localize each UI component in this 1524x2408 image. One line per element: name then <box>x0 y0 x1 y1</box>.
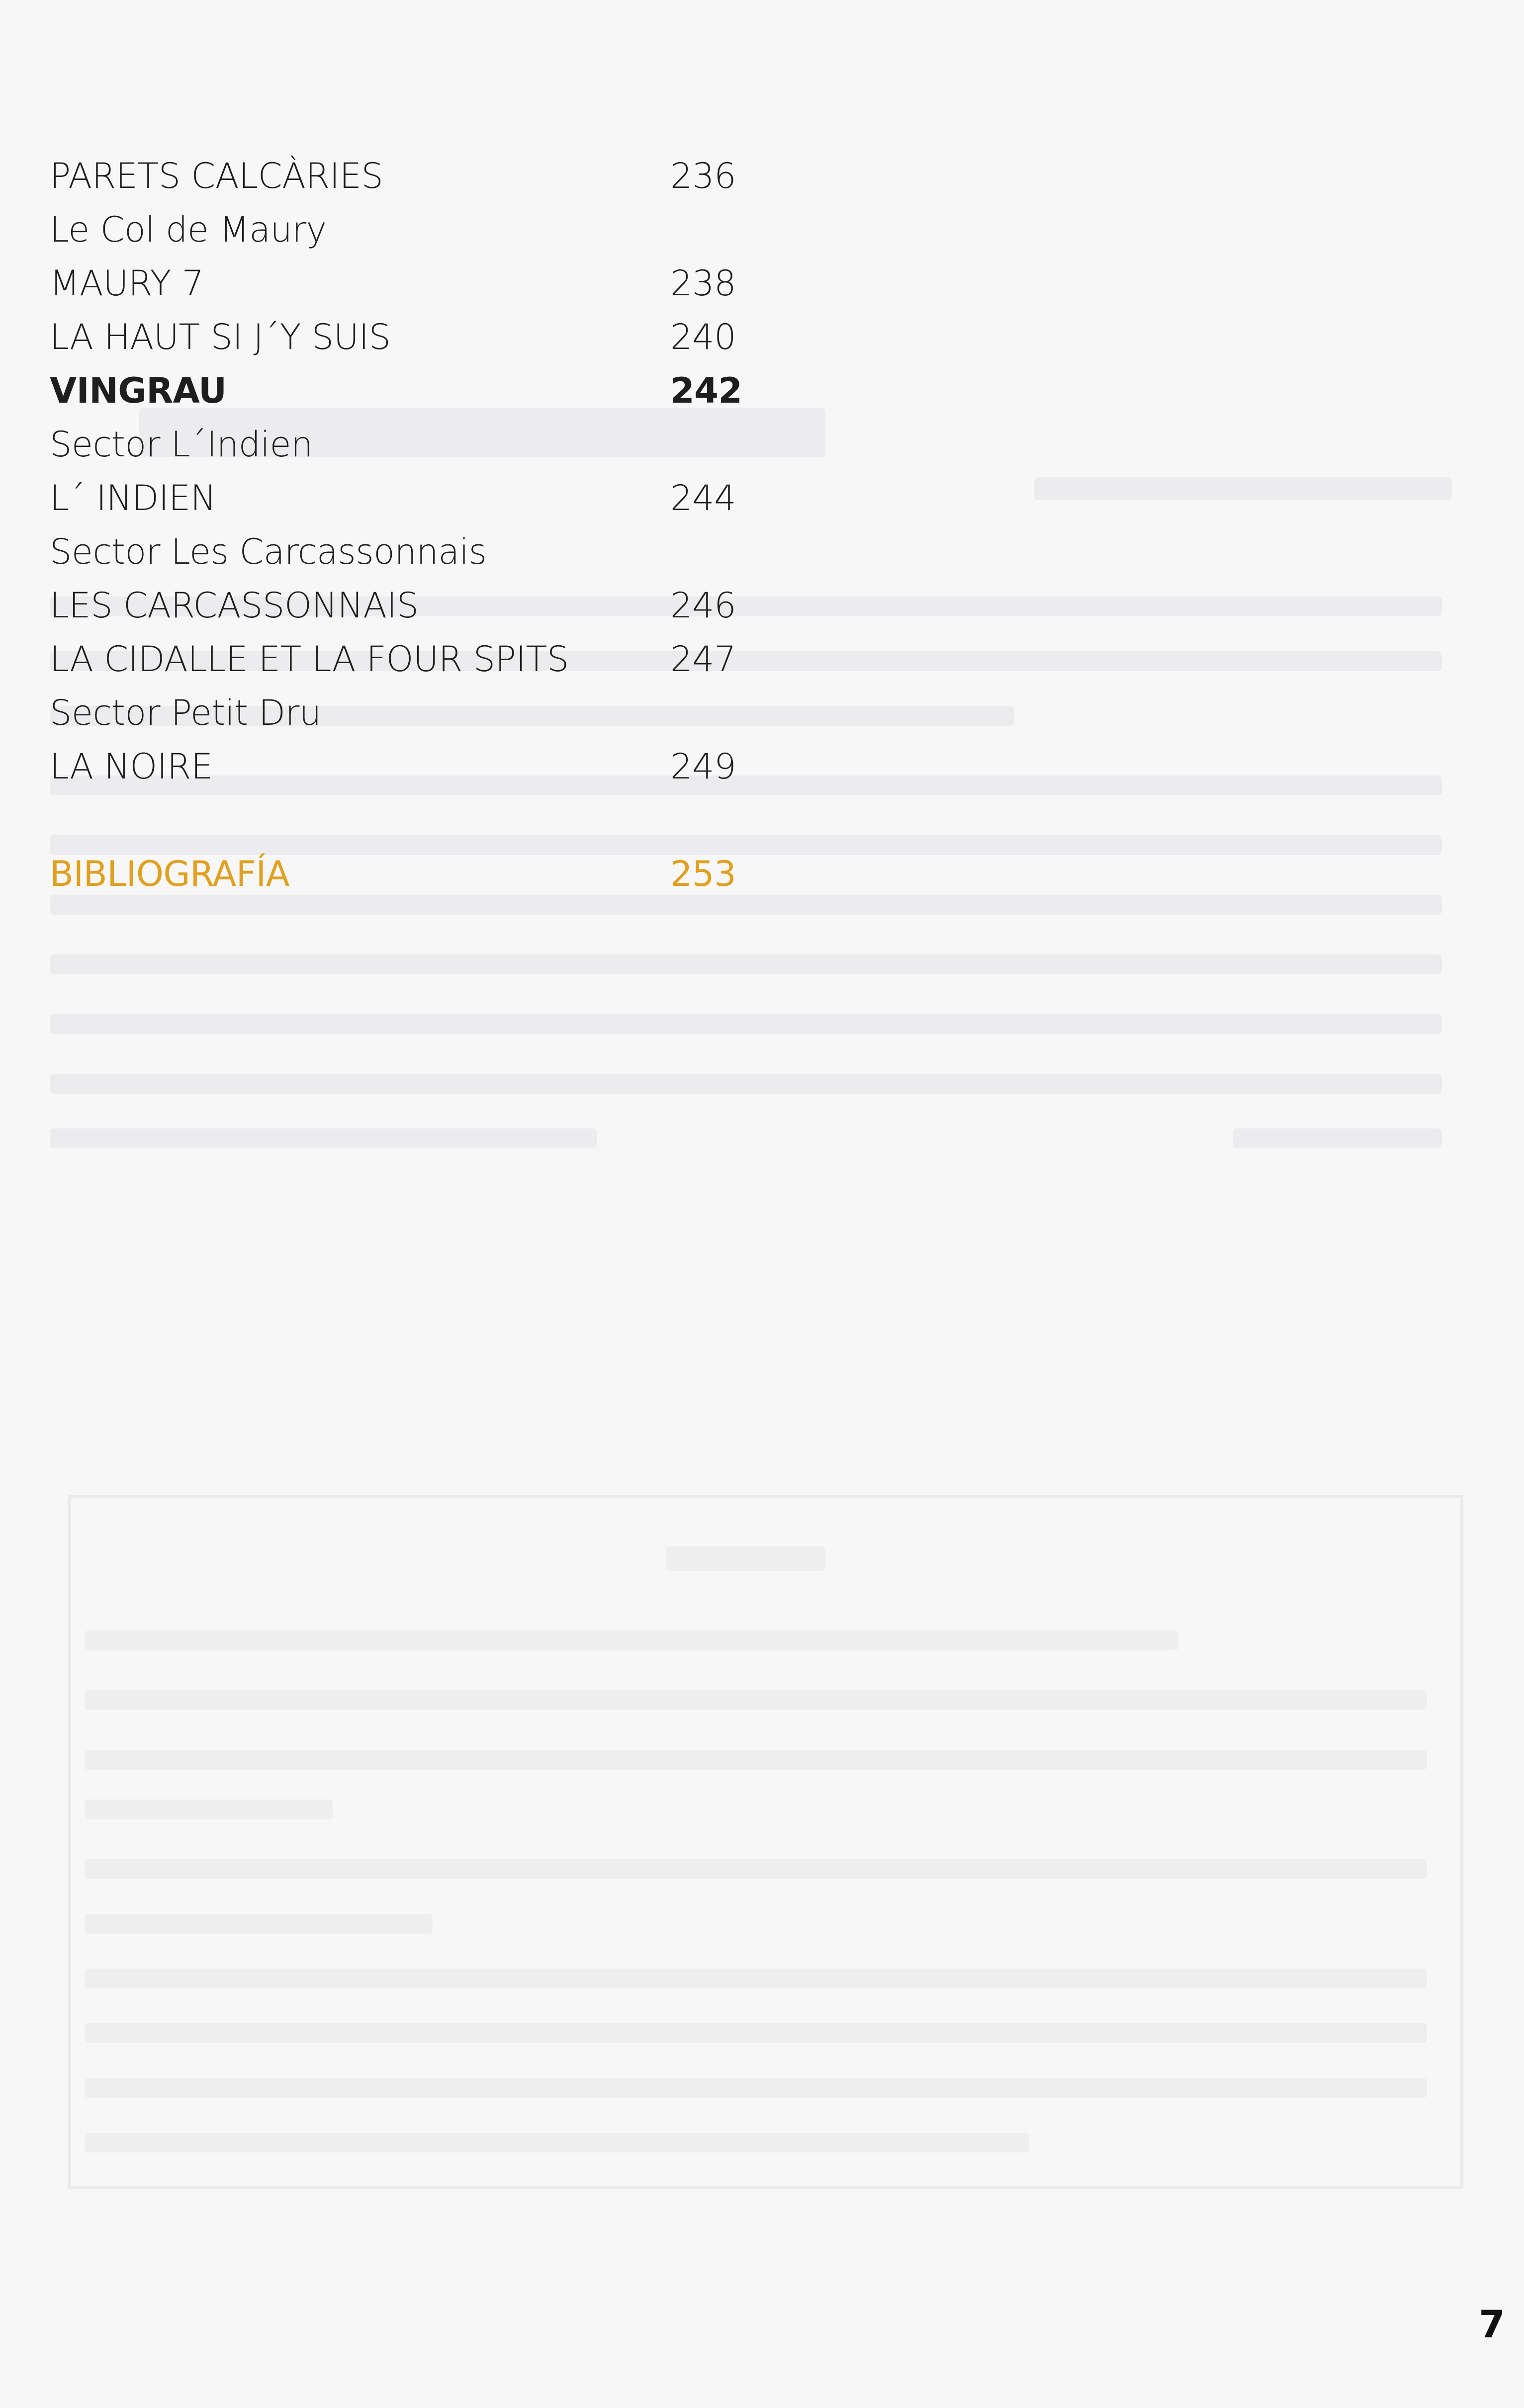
toc-entry-title: Sector L´Indien <box>50 424 313 465</box>
toc-bibliography-title: BIBLIOGRAFÍA <box>50 854 290 894</box>
toc-entry-title: MAURY 7 <box>50 263 204 304</box>
toc-entry-parets-calcaries <box>50 149 786 203</box>
toc-heading-vingrau <box>50 364 786 418</box>
toc-entry-title: Le Col de Maury <box>50 209 327 250</box>
toc-entry-title: PARETS CALCÀRIES <box>50 156 383 196</box>
toc-entry-page: 246 <box>670 585 736 626</box>
toc-entry-page: 240 <box>670 317 736 357</box>
table-of-contents <box>50 149 786 901</box>
toc-entry-title: LA NOIRE <box>50 746 213 787</box>
toc-heading-page: 242 <box>670 370 742 411</box>
toc-heading-title: VINGRAU <box>50 370 227 411</box>
toc-entry-page: 249 <box>670 746 736 787</box>
toc-entry-lindien <box>50 471 786 525</box>
toc-entry-title: Sector Petit Dru <box>50 692 321 733</box>
toc-entry-la-noire <box>50 740 786 793</box>
toc-entry-la-cidalle-et-la-four-spits <box>50 632 786 686</box>
toc-subentry-sector-petit-dru <box>50 686 786 740</box>
toc-entry-title: LA HAUT SI J´Y SUIS <box>50 317 391 357</box>
toc-entry-bibliografia <box>50 847 786 901</box>
toc-entry-page: 244 <box>670 478 736 518</box>
toc-entry-title: Sector Les Carcassonnais <box>50 531 487 572</box>
toc-bibliography-page: 253 <box>670 854 736 894</box>
toc-entry-page: 236 <box>670 156 736 196</box>
toc-entry-les-carcassonnais <box>50 579 786 632</box>
toc-entry-title: LA CIDALLE ET LA FOUR SPITS <box>50 639 569 680</box>
toc-subentry-sector-lindien <box>50 418 786 471</box>
toc-entry-title: LES CARCASSONNAIS <box>50 585 419 626</box>
toc-entry-page: 247 <box>670 639 736 680</box>
toc-entry-maury-7 <box>50 257 786 310</box>
toc-subentry-le-col-de-maury <box>50 203 786 257</box>
toc-entry-page: 238 <box>670 263 736 304</box>
page-number: 7 <box>1479 2302 1505 2346</box>
toc-subentry-sector-les-carcassonnais <box>50 525 786 579</box>
toc-entry-title: L´ INDIEN <box>50 478 216 518</box>
toc-entry-la-haut-si-jy-suis <box>50 310 786 364</box>
